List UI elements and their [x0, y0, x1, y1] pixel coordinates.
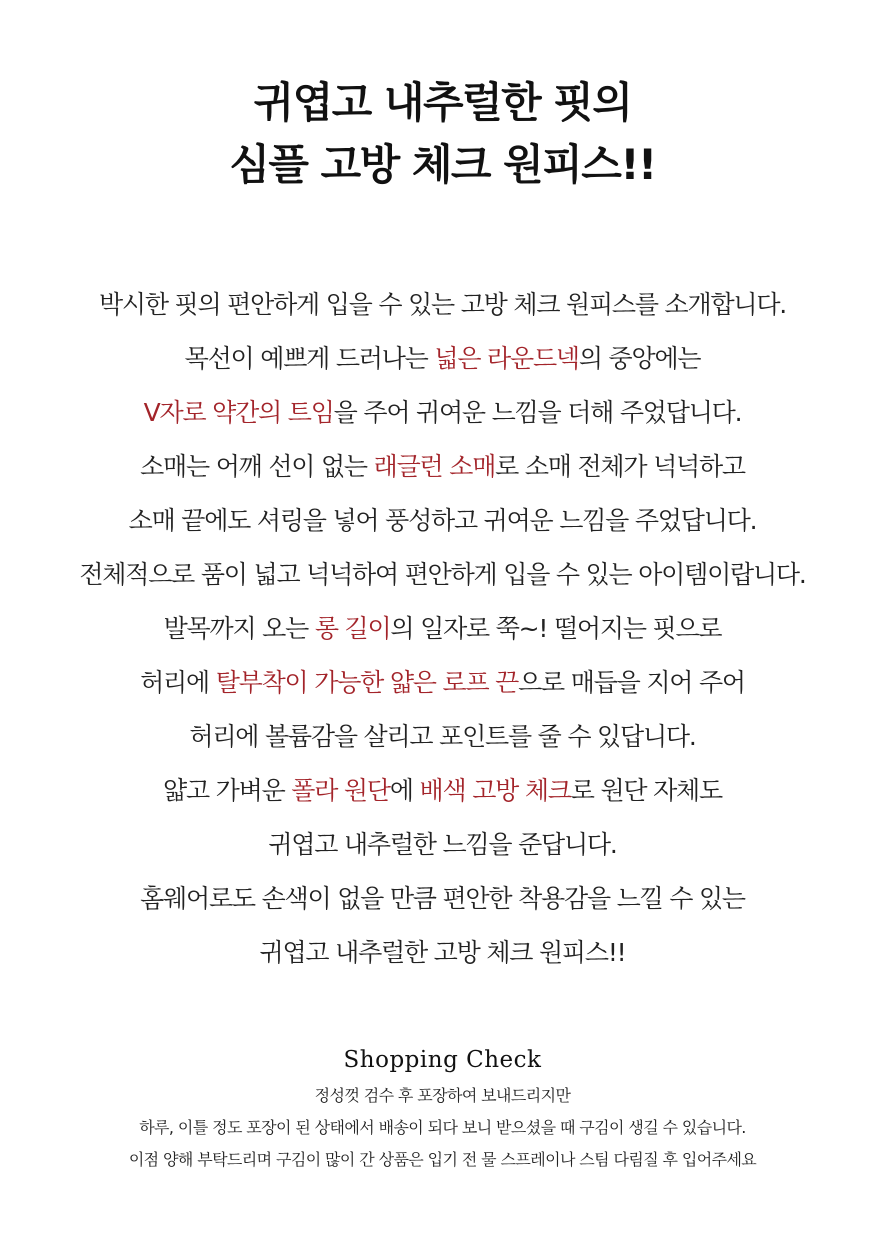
description-line	[0, 710, 885, 764]
highlight-text: 배색 고방 체크	[419, 776, 571, 805]
description-line	[0, 602, 885, 656]
shopping-check-note-3: 이점 양해 부탁드리며 구김이 많이 간 상품은 입기 전 물 스프레이나 스팀 다림질 후 입어주세요	[128, 1150, 757, 1169]
description-text: 을 주어 귀여운 느낌을 더해 주었답니다.	[333, 398, 742, 427]
shopping-check-title: Shopping Check	[343, 1047, 542, 1073]
description-text: 허리에	[140, 668, 216, 697]
product-description	[0, 278, 885, 980]
description-line	[0, 440, 885, 494]
description-text: 소매는 어깨 선이 없는	[140, 452, 374, 481]
headline-line-1: 귀엽고 내추럴한 핏의	[253, 78, 632, 127]
description-line	[0, 818, 885, 872]
description-text: 귀엽고 내추럴한 느낌을 준답니다.	[268, 830, 617, 859]
description-text: 홈웨어로도 손색이 없을 만큼 편안한 착용감을 느낄 수 있는	[140, 884, 745, 913]
highlight-text: V자로 약간의 트임	[143, 398, 334, 427]
description-line	[0, 278, 885, 332]
description-line	[0, 332, 885, 386]
description-text: 박시한 핏의 편안하게 입을 수 있는 고방 체크 원피스를 소개합니다.	[98, 290, 787, 319]
description-text: 에	[389, 776, 420, 805]
description-text: 목선이 예쁘게 드러나는	[184, 344, 435, 373]
description-line	[0, 926, 885, 980]
headline	[0, 72, 885, 196]
description-text: 발목까지 오는	[163, 614, 315, 643]
highlight-text: 롱 길이	[314, 614, 391, 643]
description-line	[0, 656, 885, 710]
description-text: 허리에 볼륨감을 살리고 포인트를 줄 수 있답니다.	[189, 722, 696, 751]
highlight-text: 탈부착이 가능한 얇은 로프 끈	[215, 668, 519, 697]
description-line	[0, 764, 885, 818]
description-text: 의 중앙에는	[578, 344, 701, 373]
description-text: 귀엽고 내추럴한 고방 체크 원피스!!	[259, 938, 626, 967]
description-text: 으로 매듭을 지어 주어	[518, 668, 745, 697]
shopping-check-note-1: 정성껏 검수 후 포장하여 보내드리지만	[314, 1086, 571, 1105]
description-text: 의 일자로 쭉~! 떨어지는 핏으로	[390, 614, 722, 643]
highlight-text: 폴라 원단	[291, 776, 390, 805]
description-text: 얇고 가벼운	[163, 776, 292, 805]
headline-line-2: 심플 고방 체크 원피스!!	[229, 140, 656, 189]
shopping-check-section	[0, 1040, 885, 1176]
highlight-text: 래글런 소매	[373, 452, 496, 481]
description-text: 로 소매 전체가 넉넉하고	[495, 452, 745, 481]
description-line	[0, 494, 885, 548]
shopping-check-note-2: 하루, 이틀 정도 포장이 된 상태에서 배송이 되다 보니 받으셨을 때 구김이 생길 수 있습니다.	[139, 1118, 746, 1137]
description-text: 소매 끝에도 셔링을 넣어 풍성하고 귀여운 느낌을 주었답니다.	[128, 506, 757, 535]
description-text: 전체적으로 품이 넓고 넉넉하여 편안하게 입을 수 있는 아이템이랍니다.	[79, 560, 806, 589]
description-line	[0, 872, 885, 926]
description-line	[0, 548, 885, 602]
description-line	[0, 386, 885, 440]
description-text: 로 원단 자체도	[570, 776, 722, 805]
highlight-text: 넓은 라운드넥	[434, 344, 579, 373]
